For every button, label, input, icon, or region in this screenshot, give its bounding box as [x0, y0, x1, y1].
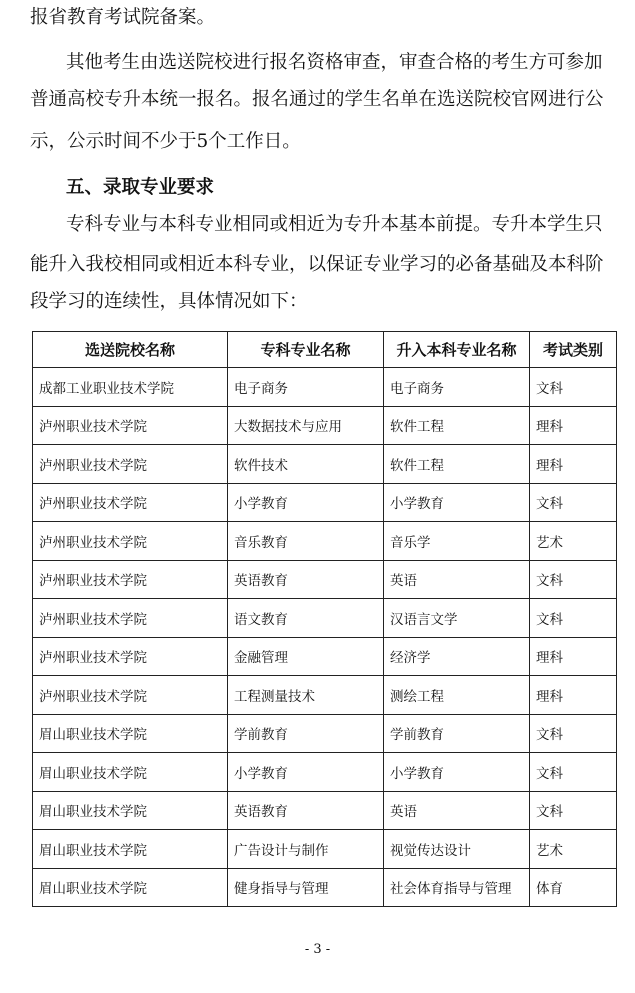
table-row: [33, 830, 617, 869]
cell-exam-category: 文科: [530, 368, 617, 407]
cell-bachelor-major: 音乐学: [384, 522, 530, 561]
table-row: [33, 753, 617, 792]
paragraph-line: 专科专业与本科专业相同或相近为专升本基本前提。专升本学生只: [66, 214, 603, 235]
cell-college: 眉山职业技术学院: [33, 714, 228, 753]
cell-bachelor-major: 英语: [384, 791, 530, 830]
header-exam-category: 考试类别: [530, 332, 617, 368]
table-row: [33, 522, 617, 561]
cell-college: 泸州职业技术学院: [33, 483, 228, 522]
cell-college: 成都工业职业技术学院: [33, 368, 228, 407]
table-row: [33, 368, 617, 407]
table-row: [33, 637, 617, 676]
cell-exam-category: 理科: [530, 637, 617, 676]
cell-exam-category: 艺术: [530, 830, 617, 869]
cell-bachelor-major: 视觉传达设计: [384, 830, 530, 869]
cell-exam-category: 文科: [530, 560, 617, 599]
cell-exam-category: 文科: [530, 714, 617, 753]
cell-junior-major: 大数据技术与应用: [228, 406, 384, 445]
cell-exam-category: 理科: [530, 406, 617, 445]
cell-exam-category: 理科: [530, 676, 617, 715]
paragraph-line: 报省教育考试院备案。: [30, 7, 216, 28]
cell-junior-major: 学前教育: [228, 714, 384, 753]
cell-college: 眉山职业技术学院: [33, 791, 228, 830]
cell-junior-major: 金融管理: [228, 637, 384, 676]
cell-bachelor-major: 学前教育: [384, 714, 530, 753]
paragraph-line: 其他考生由选送院校进行报名资格审查，审查合格的考生方可参加: [66, 52, 603, 73]
cell-bachelor-major: 社会体育指导与管理: [384, 868, 530, 907]
cell-junior-major: 语文教育: [228, 599, 384, 638]
cell-exam-category: 文科: [530, 753, 617, 792]
cell-junior-major: 英语教育: [228, 560, 384, 599]
table-row: [33, 560, 617, 599]
cell-bachelor-major: 测绘工程: [384, 676, 530, 715]
cell-exam-category: 文科: [530, 599, 617, 638]
paragraph-line: 普通高校专升本统一报名。报名通过的学生名单在选送院校官网进行公: [30, 89, 604, 110]
cell-bachelor-major: 英语: [384, 560, 530, 599]
table-row: [33, 676, 617, 715]
table-row: [33, 714, 617, 753]
paragraph-line: 段学习的连续性，具体情况如下：: [30, 291, 308, 312]
header-college: 选送院校名称: [33, 332, 228, 368]
cell-college: 泸州职业技术学院: [33, 406, 228, 445]
table-row: [33, 868, 617, 907]
cell-college: 眉山职业技术学院: [33, 868, 228, 907]
cell-exam-category: 体育: [530, 868, 617, 907]
table-row: [33, 483, 617, 522]
majors-table: [32, 331, 617, 907]
section-heading: 五、录取专业要求: [66, 177, 215, 198]
cell-college: 泸州职业技术学院: [33, 522, 228, 561]
cell-junior-major: 英语教育: [228, 791, 384, 830]
cell-junior-major: 小学教育: [228, 753, 384, 792]
cell-bachelor-major: 汉语言文学: [384, 599, 530, 638]
page-number: - 3 -: [304, 942, 331, 957]
table-row: [33, 599, 617, 638]
cell-junior-major: 小学教育: [228, 483, 384, 522]
table-header-row: [33, 332, 617, 368]
cell-college: 泸州职业技术学院: [33, 637, 228, 676]
cell-bachelor-major: 小学教育: [384, 483, 530, 522]
table-row: [33, 406, 617, 445]
cell-bachelor-major: 软件工程: [384, 406, 530, 445]
cell-junior-major: 音乐教育: [228, 522, 384, 561]
cell-bachelor-major: 软件工程: [384, 445, 530, 484]
paragraph-line: 示，公示时间不少于5个工作日。: [30, 131, 301, 152]
cell-bachelor-major: 电子商务: [384, 368, 530, 407]
cell-junior-major: 广告设计与制作: [228, 830, 384, 869]
cell-exam-category: 艺术: [530, 522, 617, 561]
cell-junior-major: 工程测量技术: [228, 676, 384, 715]
header-bachelor-major: 升入本科专业名称: [384, 332, 530, 368]
cell-exam-category: 理科: [530, 445, 617, 484]
cell-college: 泸州职业技术学院: [33, 560, 228, 599]
table-row: [33, 445, 617, 484]
cell-bachelor-major: 经济学: [384, 637, 530, 676]
header-junior-major: 专科专业名称: [228, 332, 384, 368]
cell-college: 泸州职业技术学院: [33, 676, 228, 715]
cell-junior-major: 软件技术: [228, 445, 384, 484]
paragraph-line: 能升入我校相同或相近本科专业，以保证专业学习的必备基础及本科阶: [30, 254, 604, 275]
cell-college: 眉山职业技术学院: [33, 753, 228, 792]
cell-junior-major: 健身指导与管理: [228, 868, 384, 907]
table-row: [33, 791, 617, 830]
cell-junior-major: 电子商务: [228, 368, 384, 407]
cell-exam-category: 文科: [530, 483, 617, 522]
cell-college: 泸州职业技术学院: [33, 599, 228, 638]
cell-bachelor-major: 小学教育: [384, 753, 530, 792]
cell-exam-category: 文科: [530, 791, 617, 830]
cell-college: 眉山职业技术学院: [33, 830, 228, 869]
cell-college: 泸州职业技术学院: [33, 445, 228, 484]
